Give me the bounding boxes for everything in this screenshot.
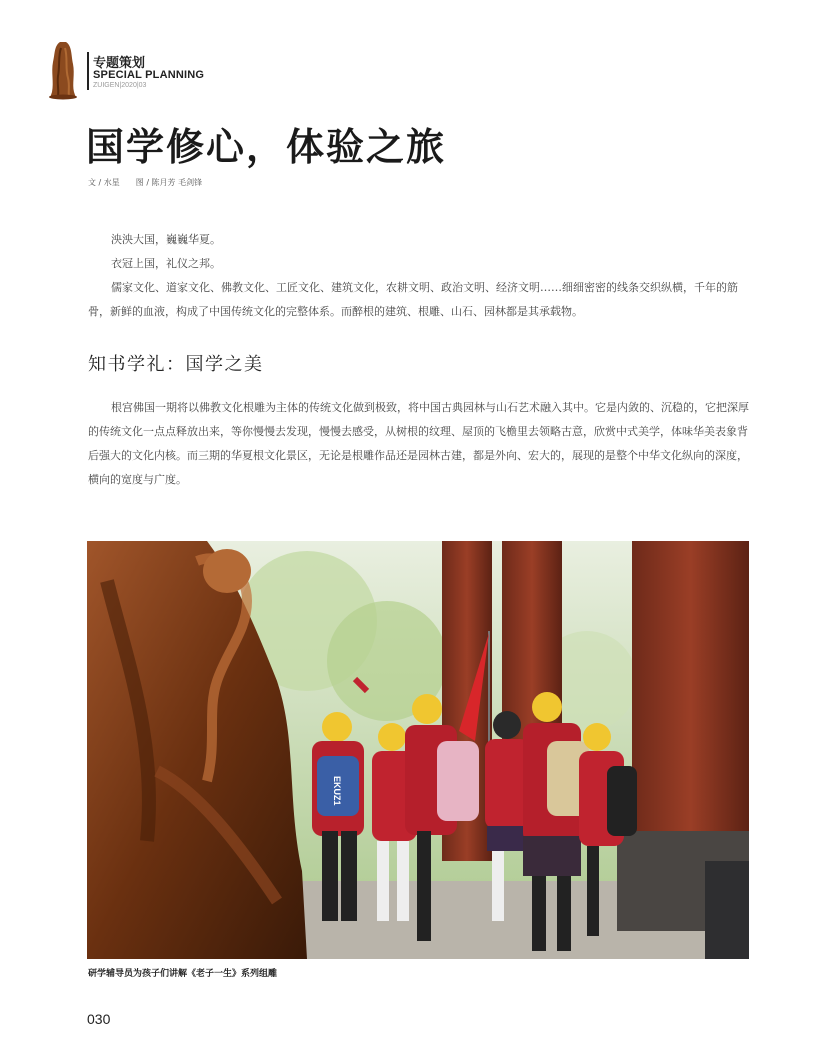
section-heading: 知书学礼：国学之美 — [88, 354, 264, 375]
article-title: 国学修心，体验之旅 — [86, 124, 447, 169]
header-divider — [87, 52, 89, 90]
intro-paragraph: 衣冠上国，礼仪之邦。 — [111, 257, 221, 270]
section-title-cn: 专题策划 — [93, 56, 146, 71]
magazine-logo-icon — [46, 40, 80, 100]
intro-paragraph: 泱泱大国，巍巍华夏。 — [111, 233, 221, 246]
article-photo — [87, 541, 749, 959]
section-title-en: SPECIAL PLANNING — [93, 69, 205, 81]
issue-label: ZUIGEN|2020|03 — [93, 82, 147, 89]
page-number: 030 — [87, 1011, 111, 1027]
article-byline: 文 / 水星 图 / 陈月芳 毛剑锋 — [88, 178, 203, 187]
section-paragraph: 根宫佛国一期将以佛教文化根雕为主体的传统文化做到极致，将中国古典园林与山石艺术融入其中。它是内敛的、沉稳的，它把深厚的传统文化一点点释放出来，等你慢慢去发现，慢慢去感受，从树根的纹理、屋顶的飞檐里去领略古意，欣赏中式美学，体味华美表象背后强大的文化内核。而三期的华夏根文化景区，无论是根雕作品还是园林古建，都是外向、宏大的，展现的是整个中华文化纵向的深度，横向的宽度与广度。 — [88, 401, 749, 486]
intro-paragraph: 儒家文化、道家文化、佛教文化、工匠文化、建筑文化，农耕文明、政治文明、经济文明……细细密密的线条交织纵横，千年的筋骨，新鲜的血液，构成了中国传统文化的完整体系。而醉根的建筑、根雕、山石、园林都是其承载物。 — [88, 281, 738, 318]
photo-caption: 研学辅导员为孩子们讲解《老子一生》系列组雕 — [88, 969, 278, 979]
backpack-label: EKUZ1 — [332, 776, 342, 806]
